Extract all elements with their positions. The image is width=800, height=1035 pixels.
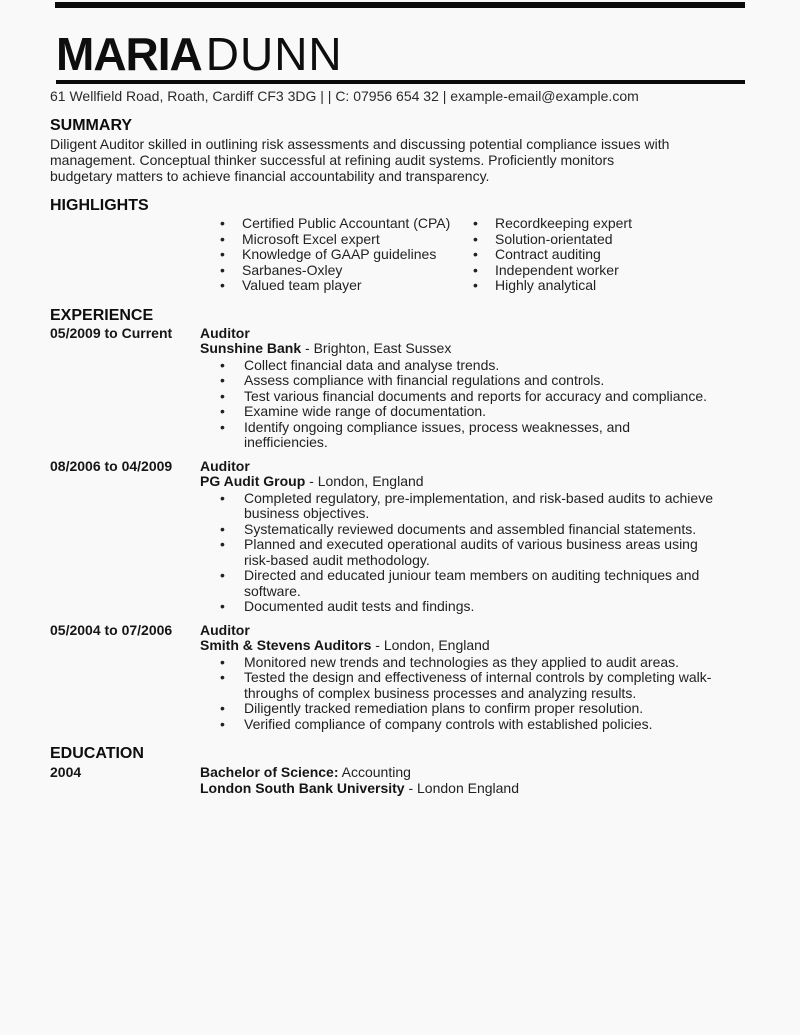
experience-heading: EXPERIENCE [50,306,154,324]
highlight-item: • Certified Public Accountant (CPA) [200,216,453,232]
job-bullet: • Tested the design and effectiveness of internal controls by completing walk-throughs of complex business processes and analyzing results. [200,670,714,701]
job-bullet: • Verified compliance of company controls with established policies. [200,717,714,733]
last-name: DUNN [205,28,343,80]
highlights-column-right [453,216,745,294]
education-section [50,745,745,796]
job-body [200,326,745,451]
education-degree: Bachelor of Science: [200,764,339,780]
job-bullet-list [200,358,714,451]
first-name: MARIA [56,28,202,80]
highlight-item: • Independent worker [453,263,745,279]
job-bullet-list [200,491,714,615]
job-company: Sunshine Bank [200,340,302,356]
job-title: Auditor [200,621,250,638]
job-location: - London, England [305,473,424,489]
highlight-item: • Solution-orientated [453,232,745,248]
job-company: Smith & Stevens Auditors [200,637,372,653]
job-company: PG Audit Group [200,473,306,489]
job-entry [50,459,745,615]
job-body [200,623,745,733]
summary-heading: SUMMARY [50,117,133,134]
job-body [200,459,745,615]
job-dates: 05/2004 to 07/2006 [50,621,173,638]
highlight-item: • Contract auditing [453,247,745,263]
highlight-item: • Valued team player [200,278,453,294]
highlight-item: • Highly analytical [453,278,745,294]
header [50,28,745,104]
job-bullet: • Systematically reviewed documents and assembled financial statements. [200,522,714,538]
highlight-item: • Knowledge of GAAP guidelines [200,247,453,263]
job-entry [50,326,745,451]
highlights-columns [200,216,745,294]
education-school-line [200,780,745,796]
job-title: Auditor [200,324,250,341]
job-bullet: • Documented audit tests and findings. [200,599,714,615]
job-bullet: • Assess compliance with financial regulations and controls. [200,373,714,389]
job-bullet: • Identify ongoing compliance issues, process weaknesses, and inefficiencies. [200,420,714,451]
job-bullet: • Directed and educated juniour team members on auditing techniques and software. [200,568,714,599]
education-school: London South Bank University [200,780,405,796]
job-title: Auditor [200,457,250,474]
job-bullet-list [200,655,714,733]
education-school-location: - London England [404,780,520,796]
job-location: - London, England [371,637,490,653]
highlight-item: • Recordkeeping expert [453,216,745,232]
summary-paragraph [50,136,745,184]
education-heading: EDUCATION [50,745,144,762]
top-border-bar [55,2,745,8]
highlight-item: • Microsoft Excel expert [200,232,453,248]
job-bullet: • Diligently tracked remediation plans to confirm proper resolution. [200,701,714,717]
education-entry [50,764,745,796]
education-major: Accounting [338,764,411,780]
job-dates: 08/2006 to 04/2009 [50,457,173,474]
highlights-column-left [200,216,453,294]
job-company-line [200,341,745,357]
experience-section [50,307,745,733]
education-body [200,764,745,796]
summary-line: budgetary matters to achieve financial accountability and transparency. [50,168,490,184]
job-company-line [200,638,745,654]
job-company-line [200,474,745,490]
job-bullet: • Examine wide range of documentation. [200,404,714,420]
summary-section [50,117,745,184]
job-entry [50,623,745,733]
job-bullet: • Test various financial documents and reports for accuracy and compliance. [200,389,714,405]
highlights-section [50,197,745,294]
job-bullet: • Completed regulatory, pre-implementation, and risk-based audits to achieve business objectives. [200,491,714,522]
job-bullet: • Monitored new trends and technologies as they applied to audit areas. [200,655,714,671]
contact-line: 61 Wellfield Road, Roath, Cardiff CF3 3DG | | C: 07956 654 32 | example-email@example.com [50,88,639,104]
highlight-item: • Sarbanes-Oxley [200,263,453,279]
job-bullet: • Collect financial data and analyse trends. [200,358,714,374]
summary-line: Diligent Auditor skilled in outlining risk assessments and discussing potential compliance issues with [50,136,670,152]
job-dates: 05/2009 to Current [50,324,173,341]
job-location: - Brighton, East Sussex [301,340,452,356]
page-title [56,28,745,84]
education-year: 2004 [50,764,82,780]
job-bullet: • Planned and executed operational audits of various business areas using risk-based audit methodology. [200,537,714,568]
highlights-heading: HIGHLIGHTS [50,197,149,214]
summary-line: management. Conceptual thinker successful at refining audit systems. Proficiently monitors [50,152,615,168]
education-degree-line [200,764,745,780]
